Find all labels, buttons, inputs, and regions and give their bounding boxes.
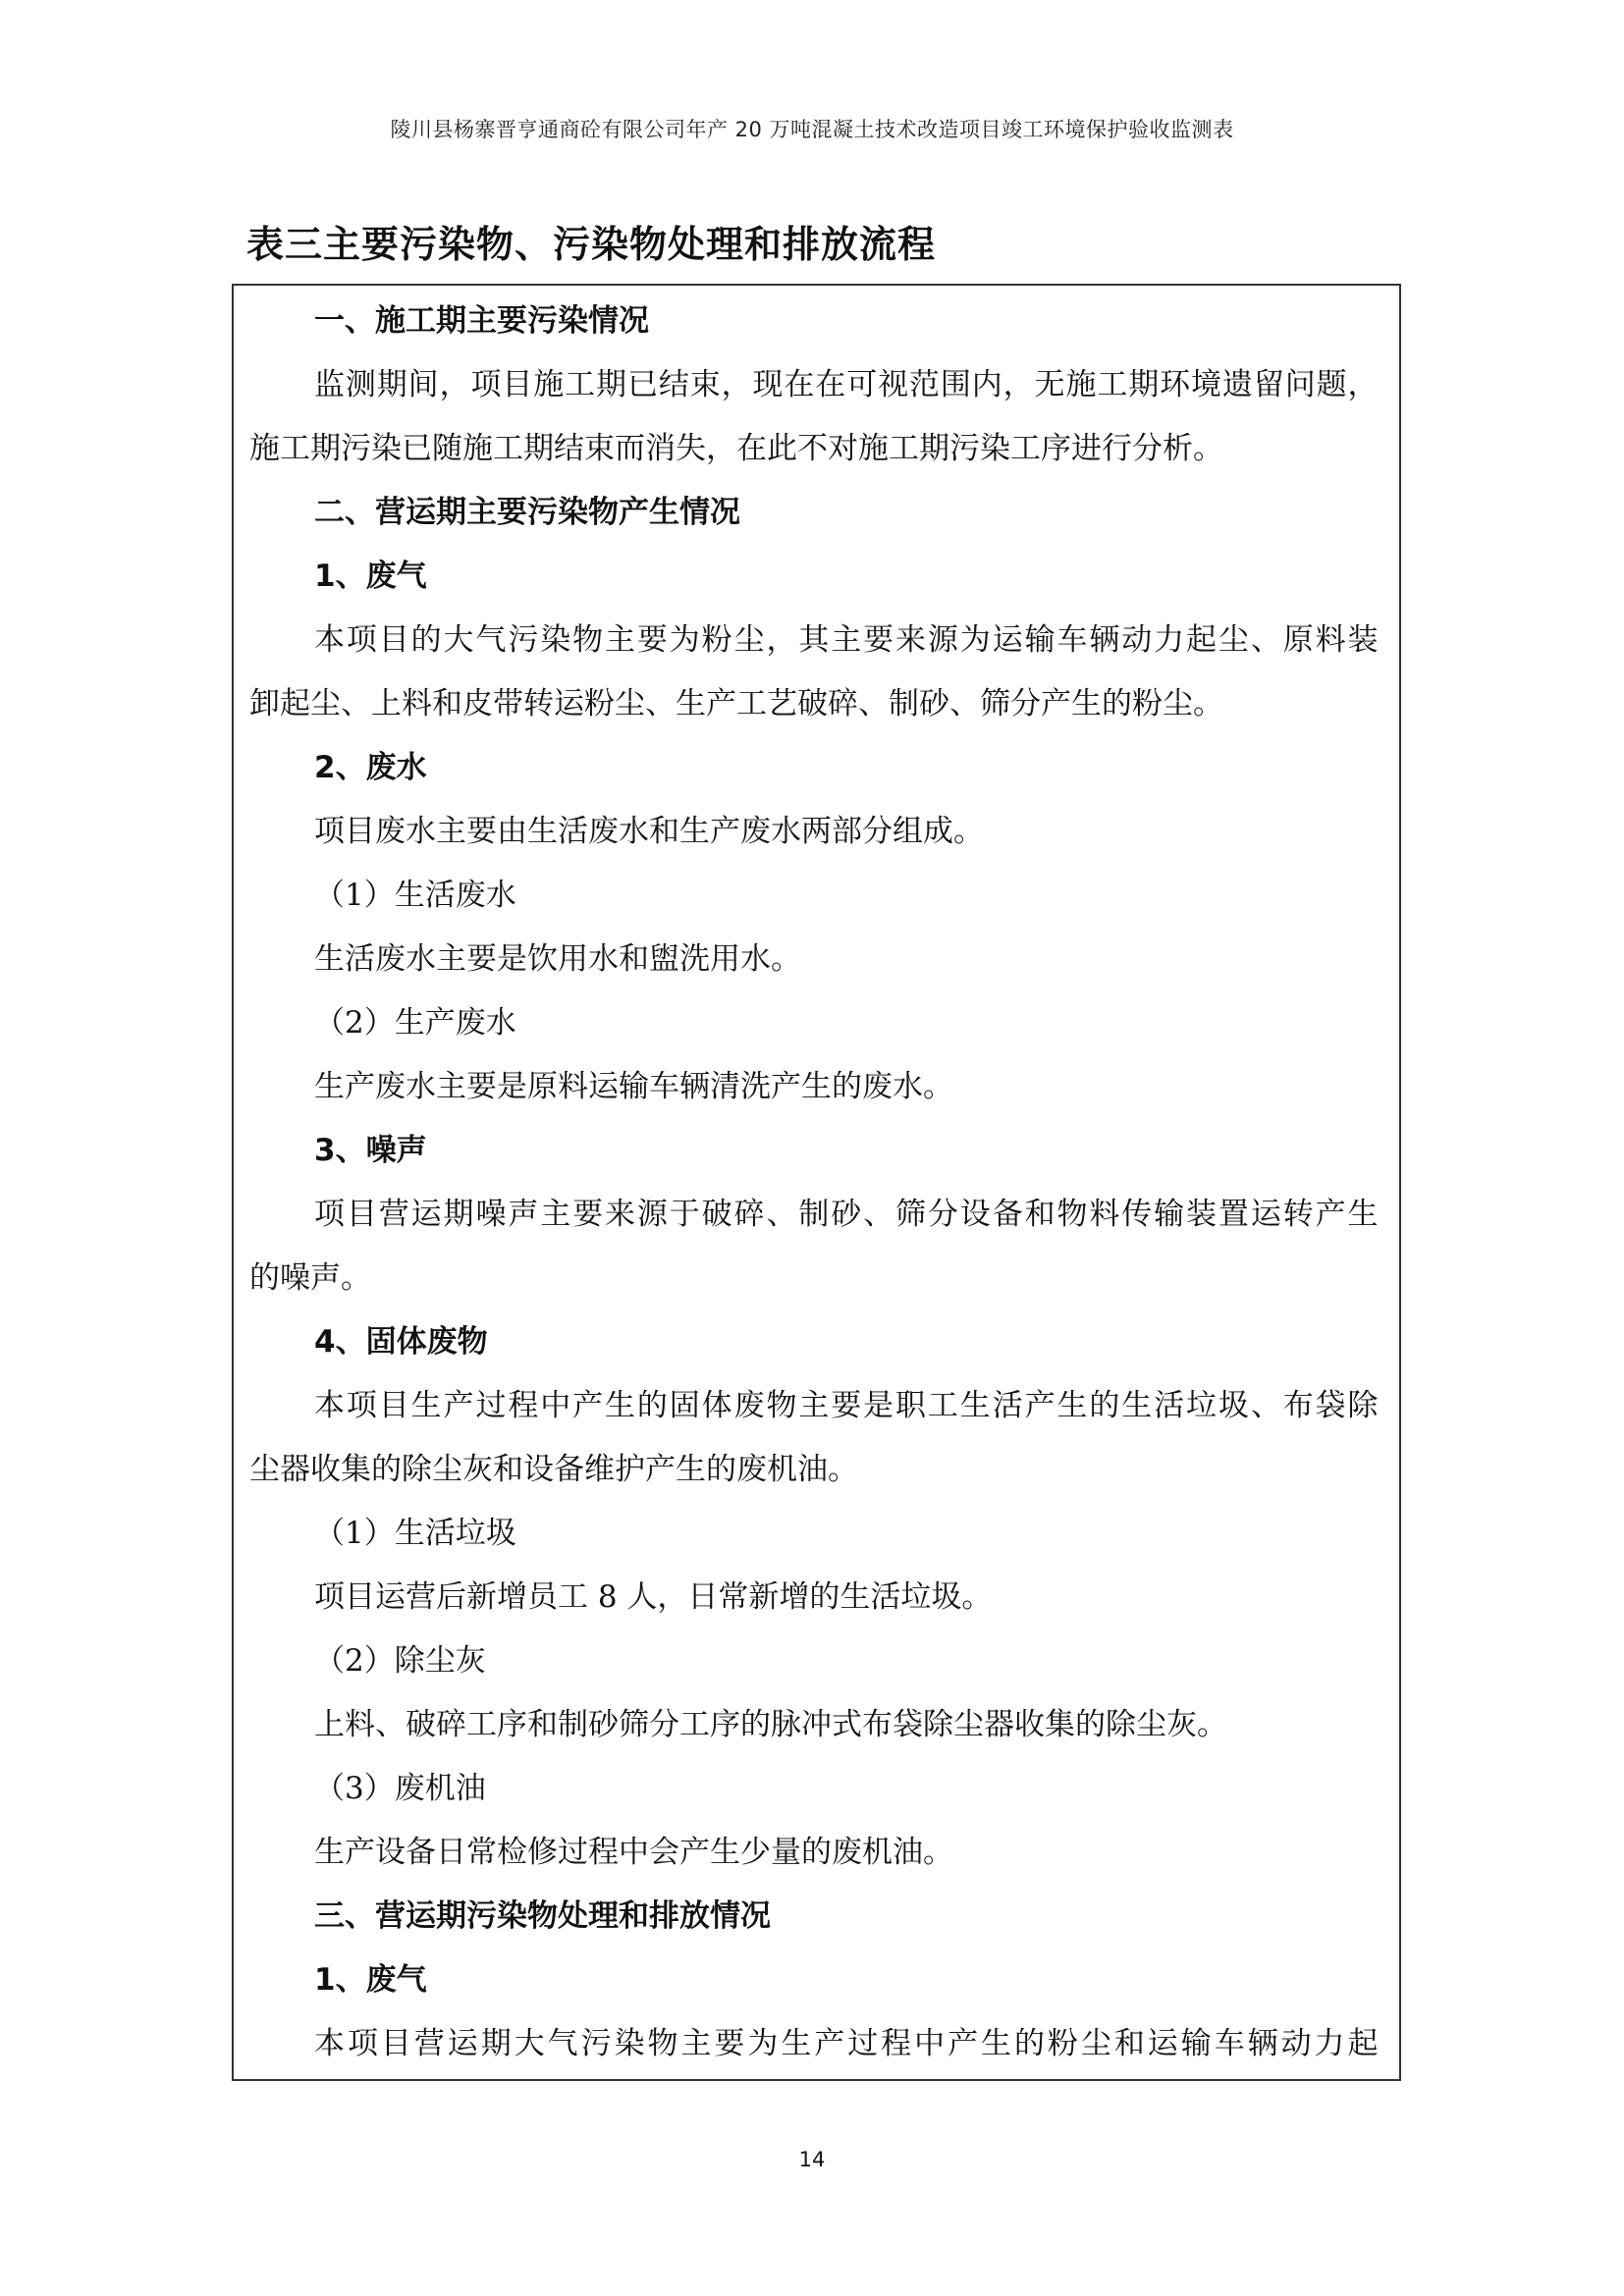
subheading-noise: 3、噪声 <box>314 1133 427 1168</box>
heading-operation-pollutants: 二、营运期主要污染物产生情况 <box>314 495 740 530</box>
subheading-solid-waste: 4、固体废物 <box>314 1324 488 1360</box>
section-title: 表三主要污染物、污染物处理和排放流程 <box>246 223 937 266</box>
paragraph-line: 生产废水主要是原料运输车辆清洗产生的废水。 <box>314 1069 953 1104</box>
heading-operation-treatment: 三、营运期污染物处理和排放情况 <box>314 1898 771 1934</box>
paragraph-line: 本项目生产过程中产生的固体废物主要是职工生活产生的生活垃圾、布袋除 <box>314 1388 1379 1423</box>
document-header: 陵川县杨寨晋亨通商砼有限公司年产 20 万吨混凝土技术改造项目竣工环境保护验收监测表 <box>390 118 1234 141</box>
page-number: 14 <box>798 2148 826 2171</box>
paragraph-line: 监测期间，项目施工期已结束，现在在可视范围内，无施工期环境遗留问题， <box>314 367 1379 402</box>
list-item: （2）除尘灰 <box>314 1643 486 1679</box>
paragraph-line: 生活废水主要是饮用水和盥洗用水。 <box>314 941 801 977</box>
paragraph-line: 生产设备日常检修过程中会产生少量的废机油。 <box>314 1835 953 1870</box>
subheading-waste-water: 2、废水 <box>314 750 427 785</box>
paragraph-line: 尘器收集的除尘灰和设备维护产生的废机油。 <box>249 1452 858 1487</box>
paragraph-line: 施工期污染已随施工期结束而消失，在此不对施工期污染工序进行分析。 <box>249 431 1223 466</box>
paragraph-line: 项目运营后新增员工 8 人，日常新增的生活垃圾。 <box>314 1579 993 1615</box>
list-item: （1）生活垃圾 <box>314 1516 516 1551</box>
paragraph-line: 项目营运期噪声主要来源于破碎、制砂、筛分设备和物料传输装置运转产生 <box>314 1197 1379 1232</box>
paragraph-line: 卸起尘、上料和皮带转运粉尘、生产工艺破碎、制砂、筛分产生的粉尘。 <box>249 686 1223 721</box>
list-item: （1）生活废水 <box>314 878 516 913</box>
paragraph-line: 本项目营运期大气污染物主要为生产过程中产生的粉尘和运输车辆动力起 <box>314 2026 1379 2061</box>
content-box <box>232 284 1401 2081</box>
heading-construction-period: 一、施工期主要污染情况 <box>314 303 649 339</box>
paragraph-line: 的噪声。 <box>249 1260 371 1296</box>
paragraph-line: 项目废水主要由生活废水和生产废水两部分组成。 <box>314 814 984 849</box>
paragraph-line: 本项目的大气污染物主要为粉尘，其主要来源为运输车辆动力起尘、原料装 <box>314 622 1379 658</box>
subheading-waste-gas-treatment: 1、废气 <box>314 1962 427 1998</box>
paragraph-line: 上料、破碎工序和制砂筛分工序的脉冲式布袋除尘器收集的除尘灰。 <box>314 1707 1227 1742</box>
list-item: （2）生产废水 <box>314 1005 516 1041</box>
subheading-waste-gas: 1、废气 <box>314 559 427 594</box>
list-item: （3）废机油 <box>314 1771 486 1806</box>
